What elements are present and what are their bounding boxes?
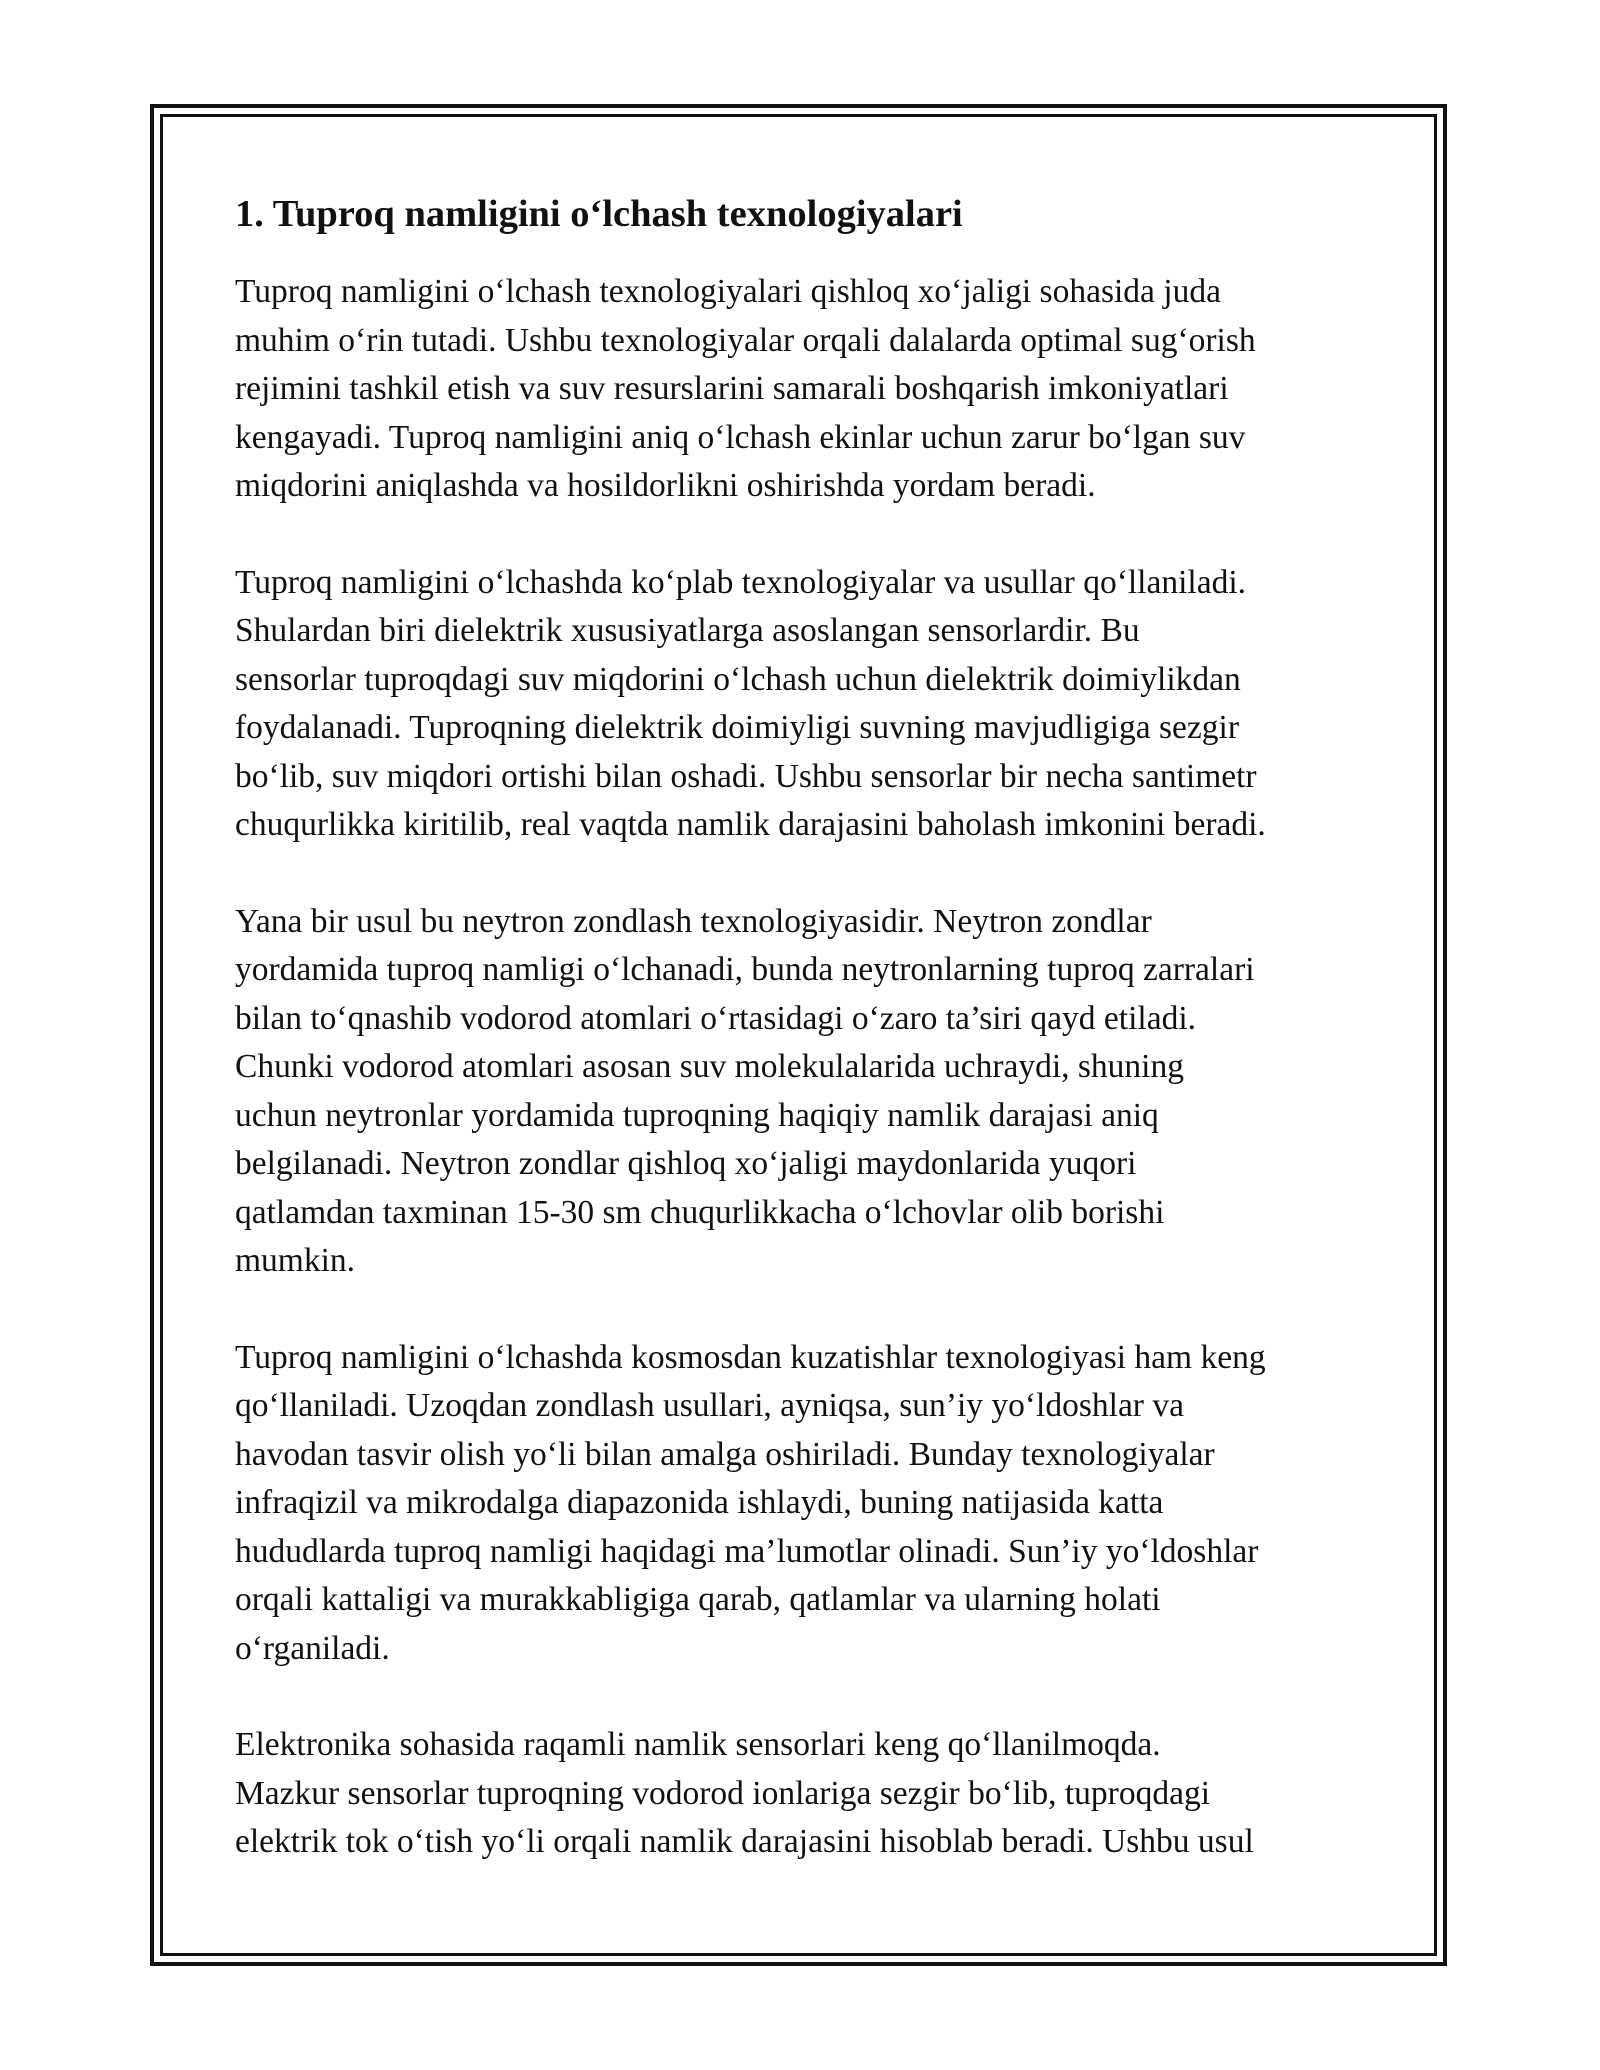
text-line: muhim o‘rin tutadi. Ushbu texnologiyalar orqali dalalarda optimal sug‘orish (235, 321, 1256, 359)
text-line: qo‘llaniladi. Uzoqdan zondlash usullari, ayniqsa, sun’iy yo‘ldoshlar va (235, 1387, 1184, 1424)
text-line: Tuproq namligini o‘lchashda kosmosdan kuzatishlar texnologiyasi ham keng (235, 1338, 1266, 1376)
text-line: infraqizil va mikrodalga diapazonida ishlaydi, buning natijasida katta (235, 1484, 1164, 1521)
text-line: Mazkur sensorlar tuproqning vodorod ionlariga sezgir bo‘lib, tuproqdagi (235, 1774, 1211, 1812)
text-line: hududlarda tuproq namligi haqidagi ma’lumotlar olinadi. Sun’iy yo‘ldoshlar (235, 1532, 1259, 1570)
text-line: foydalanadi. Tuproqning dielektrik doimiyligi suvning mavjudligiga sezgir (235, 709, 1239, 746)
text-line: mumkin. (235, 1242, 356, 1279)
text-line: qatlamdan taxminan 15-30 sm chuqurlikkacha o‘lchovlar olib borishi (235, 1193, 1165, 1231)
text-line: uchun neytronlar yordamida tuproqning haqiqiy namlik darajasi aniq (235, 1096, 1159, 1134)
text-line: Yana bir usul bu neytron zondlash texnologiyasidir. Neytron zondlar (235, 902, 1152, 940)
text-line: Tuproq namligini o‘lchash texnologiyalari qishloq xo‘jaligi sohasida juda (235, 273, 1221, 310)
text-line: bo‘lib, suv miqdori ortishi bilan oshadi. Ushbu sensorlar bir necha santimetr (235, 757, 1257, 795)
text-line: havodan tasvir olish yo‘li bilan amalga oshiriladi. Bunday texnologiyalar (235, 1435, 1215, 1473)
document-body (235, 186, 1370, 1915)
section-heading: 1. Tuproq namligini o‘lchash texnologiyalari (235, 193, 963, 235)
paragraph-3 (235, 898, 1370, 1286)
paragraph-2 (235, 559, 1370, 850)
text-line: Chunki vodorod atomlari asosan suv molekulalarida uchraydi, shuning (235, 1048, 1184, 1085)
text-line: elektrik tok o‘tish yo‘li orqali namlik darajasini hisoblab beradi. Ushbu usul (235, 1823, 1254, 1860)
text-line: orqali kattaligi va murakkabligiga qarab, qatlamlar va ularning holati (235, 1581, 1161, 1618)
text-line: belgilanadi. Neytron zondlar qishloq xo‘jaligi maydonlarida yuqori (235, 1145, 1137, 1182)
paragraph-5 (235, 1721, 1370, 1867)
text-line: kengayadi. Tuproq namligini aniq o‘lchash ekinlar uchun zarur bo‘lgan suv (235, 418, 1246, 456)
text-line: rejimini tashkil etish va suv resurslarini samarali boshqarish imkoniyatlari (235, 370, 1229, 407)
text-line: sensorlar tuproqdagi suv miqdorini o‘lchash uchun dielektrik doimiylikdan (235, 660, 1241, 698)
text-line: yordamida tuproq namligi o‘lchanadi, bunda neytronlarning tuproq zarralari (235, 951, 1255, 988)
paragraph-4 (235, 1334, 1370, 1674)
text-line: bilan to‘qnashib vodorod atomlari o‘rtasidagi o‘zaro ta’siri qayd etiladi. (235, 999, 1196, 1037)
text-line: miqdorini aniqlashda va hosildorlikni oshirishda yordam beradi. (235, 467, 1096, 504)
paragraph-1 (235, 268, 1370, 511)
text-line: o‘rganiladi. (235, 1629, 390, 1667)
text-line: Tuproq namligini o‘lchashda ko‘plab texnologiyalar va usullar qo‘llaniladi. (235, 563, 1247, 601)
text-line: chuqurlikka kiritilib, real vaqtda namlik darajasini baholash imkonini beradi. (235, 806, 1266, 843)
text-line: Shulardan biri dielektrik xususiyatlarga asoslangan sensorlardir. Bu (235, 612, 1140, 649)
text-line: Elektronika sohasida raqamli namlik sensorlari keng qo‘llanilmoqda. (235, 1726, 1161, 1763)
